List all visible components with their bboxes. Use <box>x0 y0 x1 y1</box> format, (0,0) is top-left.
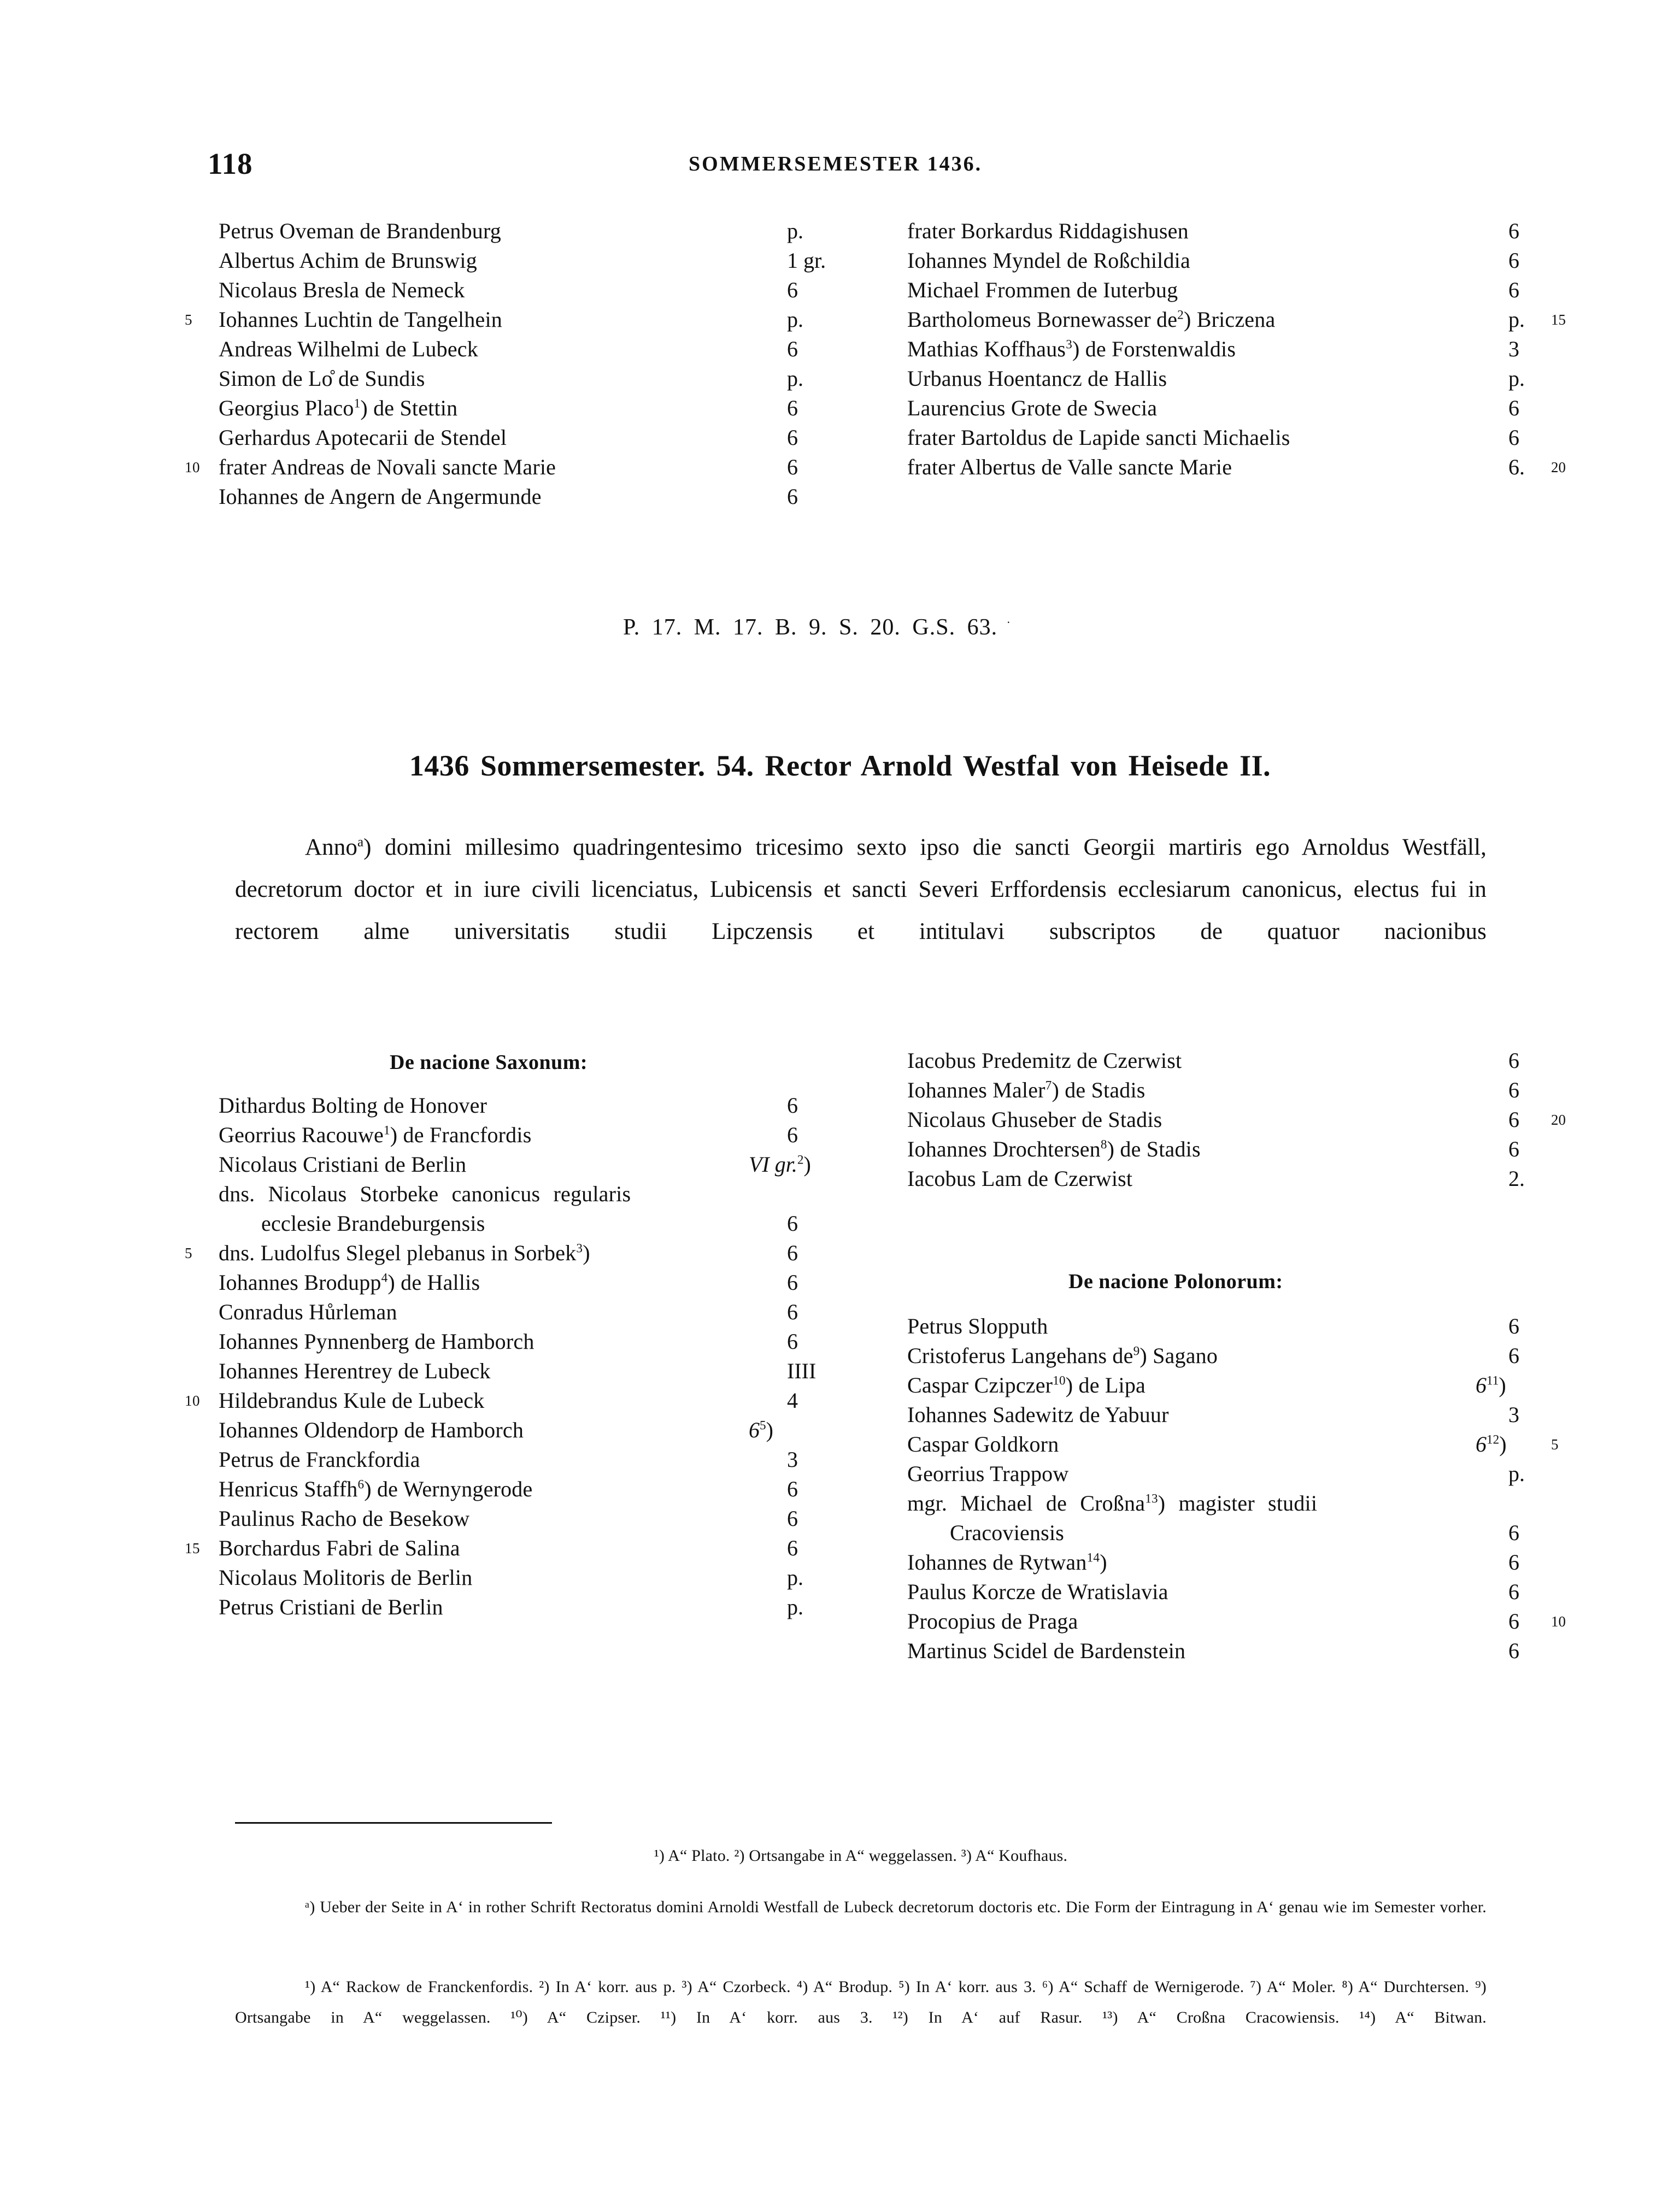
entrant-name: Iohannes Sadewitz de Yabuur <box>907 1402 1169 1427</box>
entrant-fee: 6 <box>1508 1078 1519 1102</box>
roster-entry <box>219 275 864 305</box>
roster-entry <box>907 1430 1559 1459</box>
entrant-fee: 6 <box>1508 248 1519 273</box>
entrant-fee: 6 <box>1508 1609 1519 1634</box>
entrant-fee: 6 <box>787 1300 798 1324</box>
entrant-fee: 6 <box>787 425 798 450</box>
entrant-name: dns. Ludolfus Slegel plebanus in Sorbek$^3$) <box>219 1241 590 1265</box>
entrant-fee: 1 gr. <box>787 248 826 273</box>
entrant-name: Petrus Cristiani de Berlin <box>219 1595 443 1619</box>
entrant-name: Mathias Koffhaus$^3$) de Forstenwaldis <box>907 337 1236 361</box>
entrant-name: Iacobus Predemitz de Czerwist <box>907 1048 1182 1073</box>
footnote-separator-rule <box>235 1822 552 1824</box>
entrant-name: Albertus Achim de Brunswig <box>219 248 477 273</box>
entrant-name: mgr. Michael de Croßna$^{13}$) magister studii <box>907 1491 1318 1515</box>
entrant-fee: 6 <box>787 1241 798 1265</box>
heading-de-nacione-saxonum: De nacione Saxonum: <box>390 1051 588 1074</box>
entrant-fee: 6 <box>1508 1550 1519 1574</box>
entrant-fee: 6 <box>787 1123 798 1147</box>
running-head <box>208 146 1476 179</box>
entrant-name: Iohannes de Rytwan$^{14}$) <box>907 1550 1107 1574</box>
margin-line-number: 5 <box>1551 1436 1559 1453</box>
folio-number: 118 <box>208 147 253 180</box>
totals-line: P. 17. M. 17. B. 9. S. 20. G.S. 63. · <box>623 615 1011 640</box>
entrant-fee: 6 <box>787 1211 798 1236</box>
roster-entry <box>185 305 864 334</box>
polonorum-column <box>907 1312 1566 1666</box>
entrant-name: Simon de Lo̊ de Sundis <box>219 366 425 391</box>
entrant-name: Michael Frommen de Iuterbug <box>907 278 1178 302</box>
roster-entry <box>219 1120 864 1150</box>
entrant-fee: 6 <box>1508 425 1519 450</box>
entrant-fee: p. <box>787 1595 803 1619</box>
entrant-fee: $6^{12}$) <box>1476 1432 1507 1456</box>
entrant-fee: 6 <box>787 1477 798 1501</box>
entrant-name: Petrus Oveman de Brandenburg <box>219 219 501 243</box>
roster-entry <box>907 453 1566 482</box>
entrant-name: Hildebrandus Kule de Lubeck <box>219 1388 485 1413</box>
entrant-name: Gerhardus Apotecarii de Stendel <box>219 425 507 450</box>
entrant-fee: p. <box>1508 1461 1525 1486</box>
rector-statement-paragraph: Anno$^a$) domini millesimo quadringentesimo tricesimo sexto ipso die sancti Georgii martiris ego Arnoldus Westfäll, decretorum doctor et in iure civili licenciatus, Lubicensis et sancti Severi Erffordensis ecclesiarum canonicus, electus fui in rectorem alme universitatis studii Lipczensis et intitulavi subscriptos de quatuor nacionibus <box>235 835 1487 944</box>
line-number: 10 <box>185 459 200 475</box>
roster-entry <box>907 1577 1552 1607</box>
entrant-fee: 6 <box>1508 1048 1519 1073</box>
roster-entry <box>907 1400 1552 1430</box>
entrant-name: Nicolaus Bresla de Nemeck <box>219 278 465 302</box>
entrant-fee: 6 <box>787 1270 798 1295</box>
entrant-name: Caspar Czipczer$^{10}$) de Lipa <box>907 1373 1146 1397</box>
entrant-name: Georgius Placo$^1$) de Stettin <box>219 396 458 420</box>
entrant-name: Urbanus Hoentancz de Hallis <box>907 366 1167 391</box>
entrant-fee: 6 <box>1508 1579 1519 1604</box>
roster-entry <box>219 1091 864 1120</box>
roster-entry <box>907 1046 1552 1076</box>
footnote-line-1: ¹) A“ Plato. ²) Ortsangabe in A“ weggelassen. ³) A“ Koufhaus. <box>654 1847 1068 1865</box>
margin-line-number: 10 <box>1551 1613 1566 1630</box>
entrant-name: Nicolaus Molitoris de Berlin <box>219 1565 473 1590</box>
entrant-fee: p. <box>787 1565 803 1590</box>
roster-entry <box>907 246 1552 275</box>
entrant-name: Caspar Goldkorn <box>907 1432 1059 1456</box>
entrant-fee: 3 <box>1508 337 1519 361</box>
entrant-name: Iohannes Drochtersen$^8$) de Stadis <box>907 1137 1201 1161</box>
roster-entry <box>219 1327 864 1356</box>
roster-entry <box>219 1150 864 1179</box>
roster-entry <box>219 1356 864 1386</box>
entrant-name: Nicolaus Ghuseber de Stadis <box>907 1107 1162 1132</box>
roster-entry <box>219 364 864 393</box>
roster-entry <box>219 1563 864 1593</box>
entrant-name: frater Andreas de Novali sancte Marie <box>219 455 556 479</box>
roster-entry <box>907 1371 1552 1400</box>
roster-entry <box>907 1076 1552 1105</box>
entrant-fee: p. <box>787 366 803 391</box>
top-roster-left-column <box>185 216 864 512</box>
entrant-fee: IIII <box>787 1359 816 1383</box>
roster-entry <box>219 334 864 364</box>
entrant-name: Nicolaus Cristiani de Berlin <box>219 1152 467 1177</box>
line-number: 15 <box>185 1540 200 1556</box>
roster-entry <box>219 246 864 275</box>
entrant-fee: 2. <box>1508 1166 1525 1191</box>
entrant-name: Iohannes Luchtin de Tangelhein <box>219 307 502 332</box>
entrant-name: ecclesie Brandeburgensis <box>261 1211 485 1236</box>
entrant-name: Cracoviensis <box>950 1520 1065 1545</box>
entrant-name: Conradus Hůrleman <box>219 1300 397 1324</box>
entrant-fee: 4 <box>787 1388 798 1413</box>
entrant-name: Iacobus Lam de Czerwist <box>907 1166 1133 1191</box>
roster-entry <box>907 1548 1552 1577</box>
entrant-name: Laurencius Grote de Swecia <box>907 396 1158 420</box>
entrant-fee: 6. <box>1508 455 1525 479</box>
roster-entry <box>219 1297 864 1327</box>
entrant-fee: 6 <box>1508 1314 1519 1338</box>
entrant-name: frater Borkardus Riddagishusen <box>907 219 1189 243</box>
roster-entry <box>219 1209 864 1238</box>
entrant-fee: 6 <box>1508 1520 1519 1545</box>
line-number: 5 <box>185 1245 192 1261</box>
roster-entry <box>907 1489 1552 1518</box>
entrant-name: Iohannes Maler$^7$) de Stadis <box>907 1078 1146 1102</box>
entrant-name: Henricus Staffh$^6$) de Wernyngerode <box>219 1477 533 1501</box>
roster-entry <box>185 453 864 482</box>
entrant-name: Cristoferus Langehans $de^9$) Sagano <box>907 1343 1218 1368</box>
entrant-name: Borchardus Fabri de Salina <box>219 1536 460 1560</box>
entrant-fee: 6 <box>787 396 798 420</box>
roster-entry <box>219 1415 864 1445</box>
entrant-fee: 6 <box>1508 396 1519 420</box>
roster-entry <box>907 1164 1552 1194</box>
entrant-name: Iohannes Herentrey de Lubeck <box>219 1359 491 1383</box>
footnote-paragraph-numbered: ¹) A“ Rackow de Franckenfordis. ²) In A‘ korr. aus p. ³) A“ Czorbeck. ⁴) A“ Brodup. ⁵) In A‘ korr. aus 3. ⁶) A“ Schaff de Wernigerode. ⁷) A“ Moler. ⁸) A“ Durchtersen. ⁹) Ortsangabe in A“ weggelassen. ¹⁰) A“ Czipser. ¹¹) In A‘ korr. aus 3. ¹²) In A‘ auf Rasur. ¹³) A“ Croßna Cracowiensis. ¹⁴) A“ Bitwan. <box>235 1978 1487 2026</box>
entrant-fee: 6 <box>787 455 798 479</box>
entrant-name: Martinus Scidel de Bardenstein <box>907 1638 1186 1663</box>
entrant-fee: p. <box>1508 307 1525 332</box>
entrant-fee: p. <box>787 307 803 332</box>
top-roster-right-column <box>907 216 1566 482</box>
entrant-fee: $6^5$) <box>749 1418 773 1442</box>
roster-entry <box>185 1534 864 1563</box>
entrant-name: Iohannes Brodupp$^4$) de Hallis <box>219 1270 480 1295</box>
entrant-name: Dithardus Bolting de Honover <box>219 1093 487 1118</box>
roster-entry <box>907 364 1552 393</box>
margin-line-number: 15 <box>1551 312 1566 328</box>
entrant-name: Georrius Trappow <box>907 1461 1069 1486</box>
roster-entry <box>907 393 1552 423</box>
roster-entry <box>219 1593 864 1622</box>
entrant-fee: 3 <box>787 1447 798 1472</box>
entrant-fee: 6 <box>787 1329 798 1354</box>
roster-entry <box>185 1386 864 1415</box>
line-number: 5 <box>185 312 192 328</box>
roster-entry <box>907 305 1566 334</box>
roster-entry <box>907 1518 1552 1548</box>
entrant-name: Iohannes de Angern de Angermunde <box>219 484 542 509</box>
roster-entry <box>907 216 1552 246</box>
entrant-fee: 6 <box>787 484 798 509</box>
roster-entry <box>219 423 864 453</box>
saxonum-right-column <box>907 1046 1566 1194</box>
entrant-fee: 6 <box>1508 278 1519 302</box>
entrant-name: frater Albertus de Valle sancte Marie <box>907 455 1232 479</box>
saxonum-left-column <box>185 1091 864 1622</box>
entrant-fee: 6 <box>787 1536 798 1560</box>
line-number: 10 <box>185 1393 200 1409</box>
entrant-fee: 6 <box>1508 1638 1519 1663</box>
roster-entry <box>219 482 864 512</box>
roster-entry <box>219 1445 864 1474</box>
section-heading: 1436 Sommersemester. 54. Rector Arnold Westfal von Heisede II. <box>409 749 1271 782</box>
entrant-fee: $6^{11}$) <box>1476 1373 1506 1397</box>
entrant-fee: 6 <box>1508 1343 1519 1368</box>
entrant-fee: VI gr.$^2$) <box>749 1152 811 1177</box>
roster-entry <box>907 1636 1552 1666</box>
entrant-name: Bartholomeus Bornewasser $de^2$) Briczena <box>907 307 1276 332</box>
entrant-name: Procopius de Praga <box>907 1609 1078 1634</box>
roster-entry <box>185 1238 864 1268</box>
entrant-fee: 6 <box>787 337 798 361</box>
roster-entry <box>907 334 1552 364</box>
entrant-name: Paulus Korcze de Wratislavia <box>907 1579 1168 1604</box>
roster-entry <box>219 1504 864 1534</box>
entrant-name: Iohannes Oldendorp de Hamborch <box>219 1418 524 1442</box>
entrant-name: Petrus de Franckfordia <box>219 1447 420 1472</box>
roster-entry <box>907 1341 1552 1371</box>
roster-entry <box>907 423 1552 453</box>
entrant-name: frater Bartoldus de Lapide sancti Michaelis <box>907 425 1290 450</box>
entrant-fee: p. <box>787 219 803 243</box>
entrant-name: Georrius Racouwe$^1$) de Francfordis <box>219 1123 532 1147</box>
entrant-fee: 6 <box>1508 1107 1519 1132</box>
entrant-name: dns. Nicolaus Storbeke canonicus regularis <box>219 1182 631 1206</box>
entrant-name: Iohannes Myndel de Roßchildia <box>907 248 1190 273</box>
roster-entry <box>219 1179 864 1209</box>
roster-entry <box>907 1105 1566 1135</box>
entrant-fee: 6 <box>1508 219 1519 243</box>
roster-entry <box>907 1135 1552 1164</box>
entrant-name: Petrus Slopputh <box>907 1314 1048 1338</box>
entrant-name: Iohannes Pynnenberg de Hamborch <box>219 1329 534 1354</box>
roster-entry <box>907 1312 1552 1341</box>
entrant-name: Andreas Wilhelmi de Lubeck <box>219 337 478 361</box>
entrant-fee: 6 <box>787 1093 798 1118</box>
roster-entry <box>219 393 864 423</box>
entrant-name: Paulinus Racho de Besekow <box>219 1506 470 1531</box>
entrant-fee: p. <box>1508 366 1525 391</box>
roster-entry <box>219 216 864 246</box>
margin-line-number: 20 <box>1551 1112 1566 1128</box>
entrant-fee: 6 <box>1508 1137 1519 1161</box>
entrant-fee: 6 <box>787 1506 798 1531</box>
roster-entry <box>219 1268 864 1297</box>
roster-entry <box>907 1607 1566 1636</box>
footnote-paragraph-a: ᵃ) Ueber der Seite in A‘ in rother Schrift Rectoratus domini Arnoldi Westfall de Lubeck decretorum doctoris etc. Die Form der Eintragung in A‘ genau wie im Semester vorher. <box>305 1898 1487 1916</box>
roster-entry <box>907 1459 1552 1489</box>
heading-de-nacione-polonorum: De nacione Polonorum: <box>1068 1270 1283 1293</box>
entrant-fee: 3 <box>1508 1402 1519 1427</box>
roster-entry <box>219 1474 864 1504</box>
entrant-fee: 6 <box>787 278 798 302</box>
roster-entry <box>907 275 1552 305</box>
running-title: SOMMERSEMESTER 1436. <box>689 152 983 175</box>
margin-line-number: 20 <box>1551 459 1566 475</box>
